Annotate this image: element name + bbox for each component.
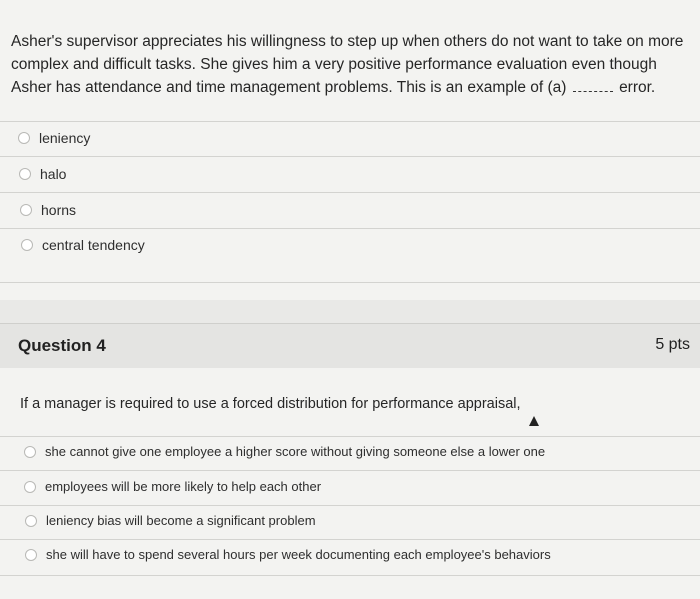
radio-button[interactable] (18, 132, 30, 144)
radio-button[interactable] (25, 515, 37, 527)
radio-button[interactable] (24, 446, 36, 458)
divider (0, 575, 700, 576)
q3-option-halo[interactable] (19, 166, 66, 182)
q4-option-2[interactable] (24, 479, 321, 494)
q3-option-horns[interactable] (20, 202, 76, 218)
option-label: leniency (39, 130, 91, 146)
option-label: central tendency (42, 237, 145, 253)
divider (0, 470, 700, 471)
radio-button[interactable] (21, 239, 33, 251)
question-points: 5 pts (655, 336, 690, 353)
question-4-prompt: If a manager is required to use a forced distribution for performance appraisal, (20, 396, 521, 412)
q3-option-central-tendency[interactable] (21, 237, 145, 253)
question-3-prompt-end: error. (619, 79, 656, 96)
radio-button[interactable] (20, 204, 32, 216)
question-3-prompt-text: Asher's supervisor appreciates his willingness to step up when others do not want to take on more complex and difficult tasks. She gives him a very positive performance evaluation even though Asher has attendance and time management problems. This is an example of (a) (11, 33, 684, 96)
q4-option-1[interactable] (24, 444, 545, 459)
radio-button[interactable] (25, 549, 37, 561)
divider (0, 436, 700, 437)
radio-button[interactable] (24, 481, 36, 493)
option-label: halo (40, 166, 67, 182)
question-title: Question 4 (18, 336, 106, 355)
option-label: employees will be more likely to help each other (45, 479, 322, 494)
q3-option-leniency[interactable] (18, 130, 90, 146)
question-3-prompt (11, 30, 691, 99)
radio-button[interactable] (19, 168, 31, 180)
divider (0, 156, 700, 157)
divider (0, 192, 700, 193)
q4-option-3[interactable] (25, 513, 316, 528)
option-label: she cannot give one employee a higher score without giving someone else a lower one (45, 444, 546, 459)
divider (0, 505, 700, 506)
option-label: she will have to spend several hours per week documenting each employee's behaviors (46, 547, 551, 562)
mouse-cursor-icon (529, 416, 539, 426)
answer-blank (573, 79, 613, 92)
question-4-header (0, 323, 700, 369)
divider (0, 121, 700, 122)
divider (0, 228, 700, 229)
divider (0, 539, 700, 540)
q4-option-4[interactable] (25, 547, 551, 562)
option-label: leniency bias will become a significant problem (46, 513, 316, 528)
divider (0, 282, 700, 283)
option-label: horns (41, 202, 77, 218)
